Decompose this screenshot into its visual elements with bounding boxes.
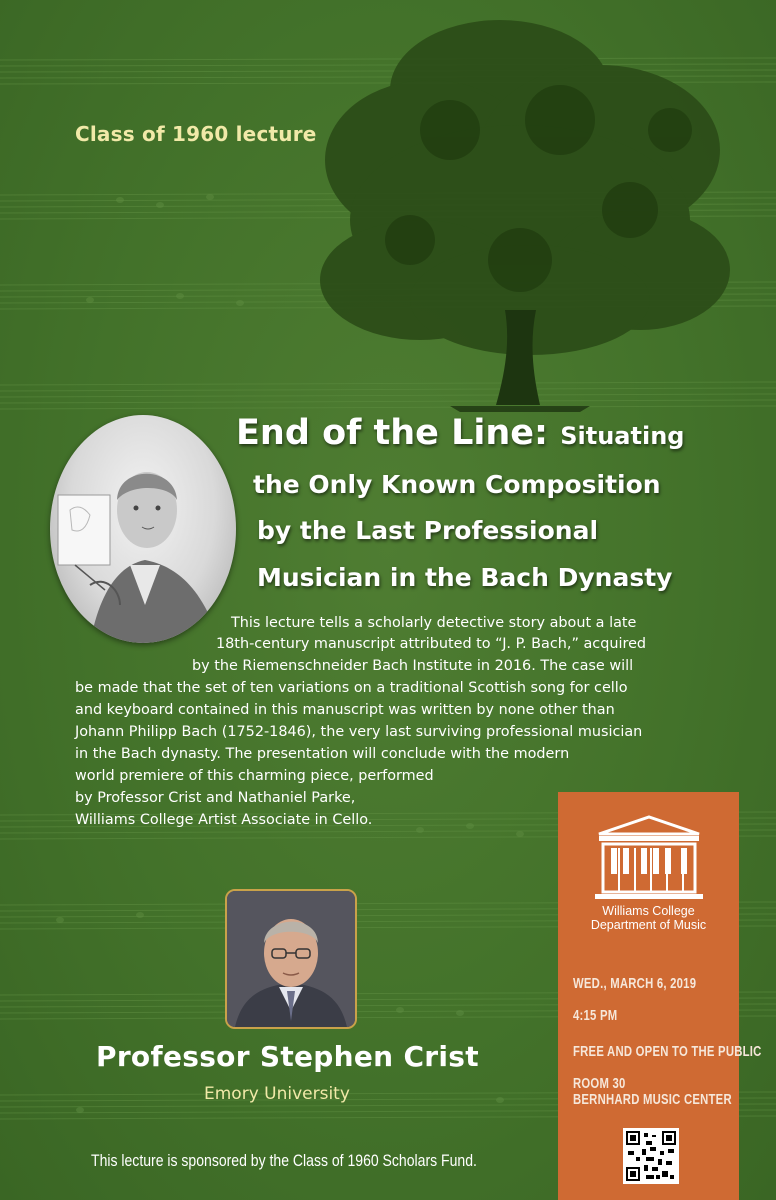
lecture-title-line-2: the Only Known Composition	[253, 470, 661, 499]
description-line: Johann Philipp Bach (1752-1846), the very last surviving professional musician	[75, 724, 643, 740]
qr-code-icon	[626, 1131, 676, 1181]
series-label: Class of 1960 lecture	[75, 122, 317, 146]
description-line: Williams College Artist Associate in Cello.	[75, 812, 373, 828]
description-line: and keyboard contained in this manuscript was written by none other than	[75, 702, 615, 718]
lecture-title-line-1	[236, 413, 684, 453]
description-line: by Professor Crist and Nathaniel Parke,	[75, 790, 356, 806]
lecture-title-main: End of the Line:	[236, 413, 549, 453]
description-line: be made that the set of ten variations on a traditional Scottish song for cello	[75, 680, 628, 696]
event-building: BERNHARD MUSIC CENTER	[573, 1092, 732, 1108]
composer-portrait	[50, 415, 236, 643]
lecture-title-line-4: Musician in the Bach Dynasty	[257, 563, 673, 592]
description-line: world premiere of this charming piece, performed	[75, 768, 434, 784]
event-date: WED., MARCH 6, 2019	[573, 976, 697, 992]
department-name-line-1: Williams College	[602, 904, 695, 918]
composer-portrait-image	[50, 415, 236, 643]
description-line: 18th-century manuscript attributed to “J. P. Bach,” acquired	[216, 636, 647, 652]
event-info-panel	[558, 792, 762, 1200]
speaker-photo	[225, 889, 357, 1029]
event-room: ROOM 30	[573, 1076, 626, 1092]
speaker-photo-image	[227, 891, 355, 1027]
lecture-title-rest: Situating	[560, 422, 685, 450]
description-line: by the Riemenschneider Bach Institute in 2016. The case will	[192, 658, 634, 674]
speaker-name: Professor Stephen Crist	[96, 1040, 479, 1073]
sponsor-note: This lecture is sponsored by the Class of 1960 Scholars Fund.	[91, 1152, 477, 1170]
description-line: in the Bach dynasty. The presentation will conclude with the modern	[75, 746, 570, 762]
music-hall-icon	[595, 814, 703, 902]
event-time: 4:15 PM	[573, 1008, 618, 1024]
speaker-affiliation: Emory University	[204, 1084, 350, 1104]
tree-illustration	[300, 10, 740, 430]
lecture-title-line-3: by the Last Professional	[257, 516, 599, 545]
qr-code[interactable]	[623, 1128, 679, 1184]
department-name-line-2: Department of Music	[590, 918, 707, 932]
event-admission: FREE AND OPEN TO THE PUBLIC	[573, 1044, 762, 1060]
description-line: This lecture tells a scholarly detective story about a late	[231, 615, 637, 631]
